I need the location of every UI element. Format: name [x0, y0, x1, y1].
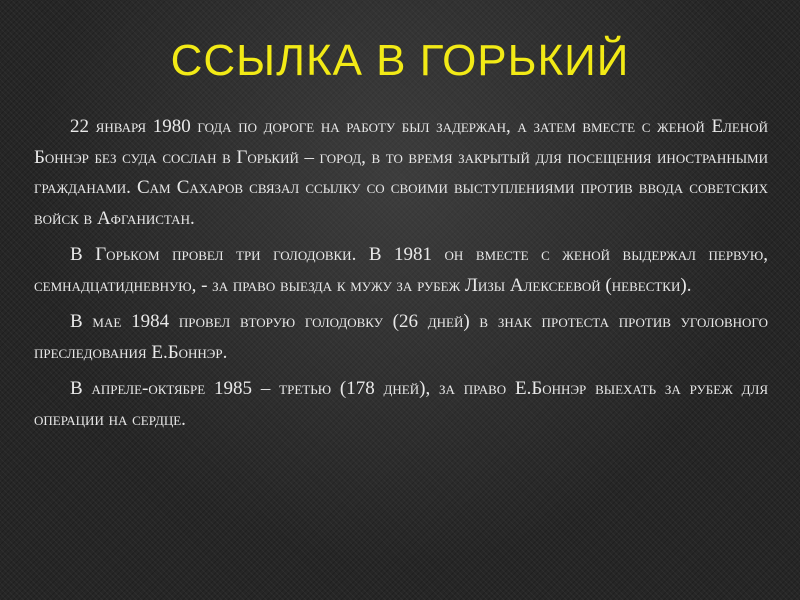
- paragraph-third-hunger-strike: В апреле-октябре 1985 – третью (178 дней), за право Е.Боннэр выехать за рубеж для операции на сердце.: [34, 378, 768, 430]
- paragraph-exile: 22 января 1980 года по дороге на работу был задержан, а затем вместе с женой Еленой Боннэр без суда сослан в Горький – город, в то время закрытый для посещения иностранными гражданами. Сам Сахаров связал ссылку со своими выступлениями против ввода советских войск в Афганистан.: [34, 116, 768, 229]
- paragraph-second-hunger-strike: В мае 1984 провел вторую голодовку (26 дней) в знак протеста против уголовного преследования Е.Боннэр.: [34, 311, 768, 363]
- paragraph-first-hunger-strike: В Горьком провел три голодовки. В 1981 он вместе с женой выдержал первую, семнадцатидневную, - за право выезда к мужу за рубеж Лизы Алексеевой (невестки).: [34, 244, 768, 296]
- slide-body: [34, 112, 768, 441]
- slide-title: ССЫЛКА В ГОРЬКИЙ: [170, 36, 630, 85]
